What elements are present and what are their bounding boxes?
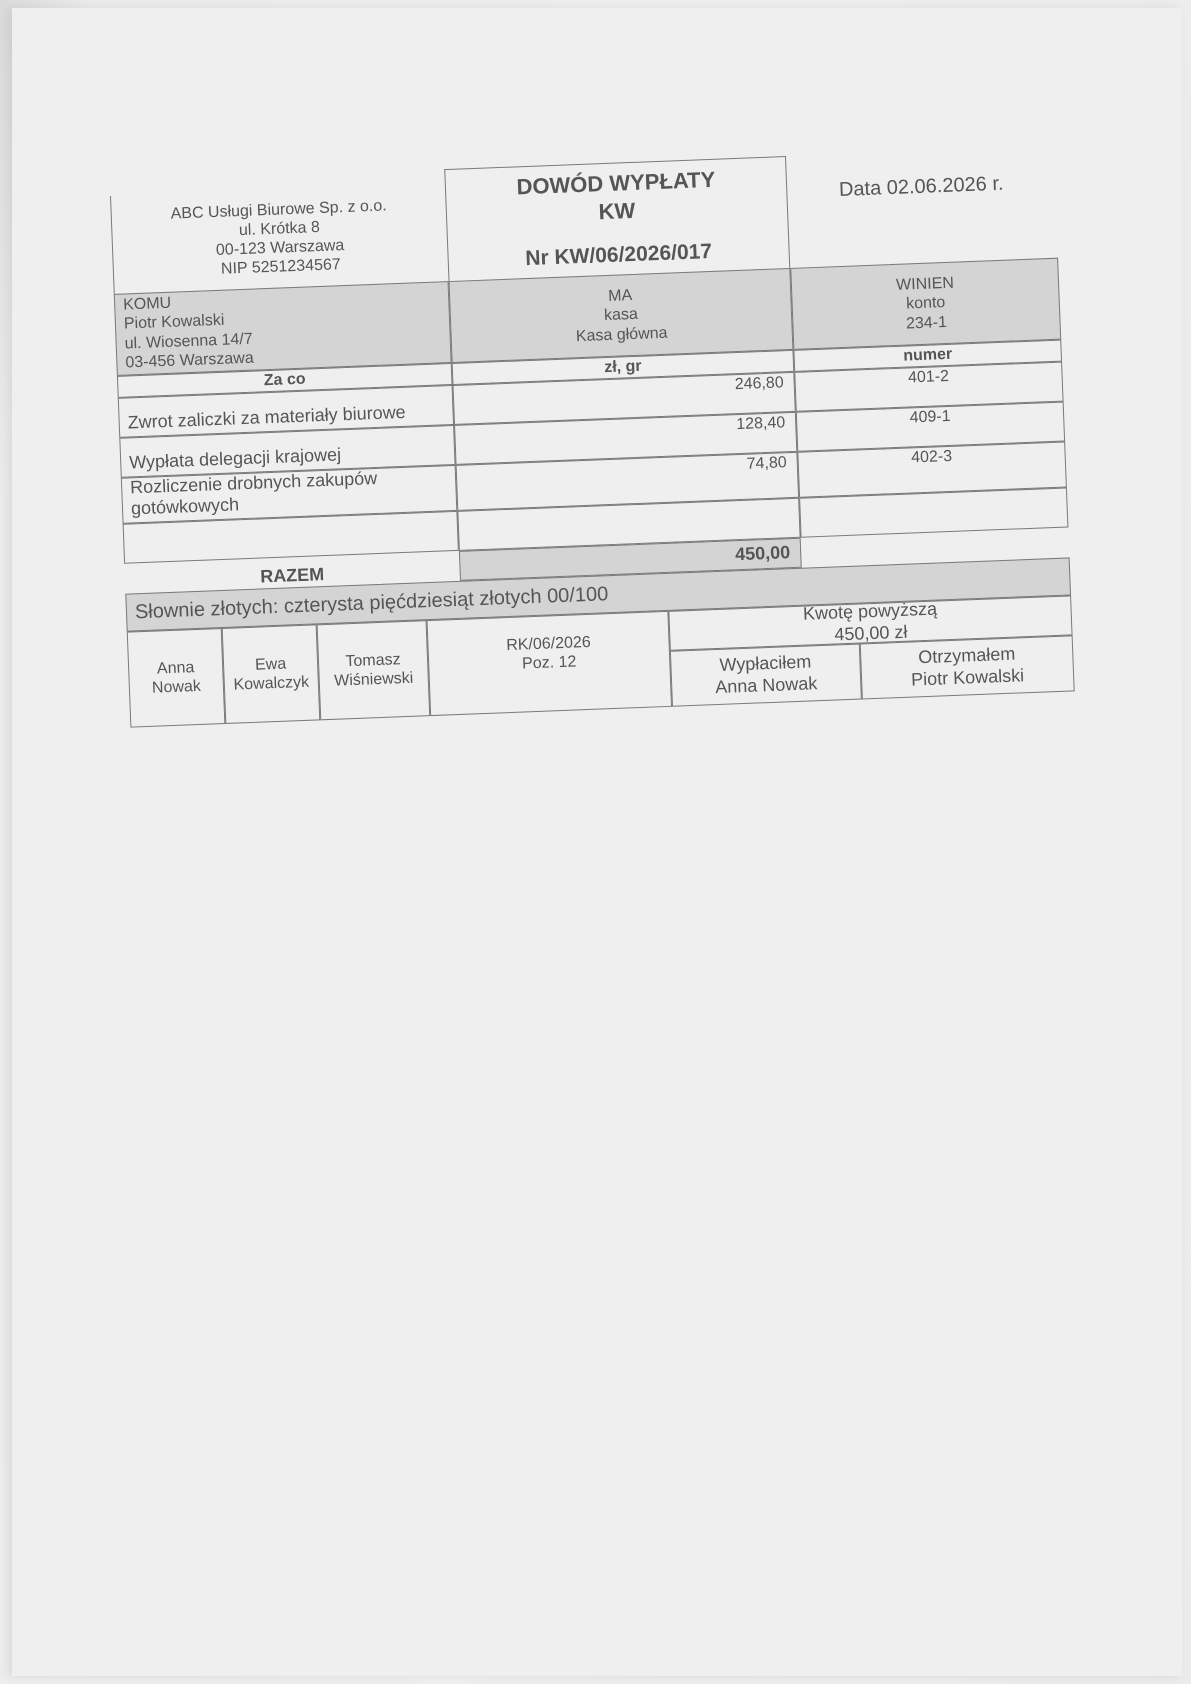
date-block xyxy=(787,160,1059,268)
line-item-account: 402-3 xyxy=(797,442,1067,498)
received-amount-value: 450,00 zł xyxy=(833,621,908,645)
line-item-description: Zwrot zaliczki za materiały biurowe xyxy=(118,385,454,438)
received-by-label: Otrzymałem xyxy=(917,644,1016,668)
recipient-city: 03-456 Warszawa xyxy=(125,349,255,372)
credit-block xyxy=(449,268,794,363)
paid-by-label: Wypłaciłem xyxy=(719,651,812,676)
recipient-street: ul. Wiosenna 14/7 xyxy=(124,330,253,353)
payment-voucher-form xyxy=(110,160,1076,766)
paid-by-block xyxy=(670,644,862,707)
amount-in-words: Słownie złotych: czterysta pięćdziesiąt złotych 00/100 xyxy=(125,557,1071,631)
total-amount: 450,00 xyxy=(459,538,802,581)
debit-block xyxy=(790,258,1061,350)
credit-account-name: Kasa główna xyxy=(575,324,668,345)
company-street: ul. Krótka 8 xyxy=(238,218,321,239)
column-header-account: numer xyxy=(793,340,1062,372)
signature-approved-first: Tomasz xyxy=(345,651,401,671)
line-item-amount: 74,80 xyxy=(456,452,800,511)
column-header-amount: zł, gr xyxy=(452,350,795,385)
debit-account: 234-1 xyxy=(905,313,948,333)
cash-report-ref xyxy=(427,611,673,716)
signature-prepared-first: Anna xyxy=(156,658,195,678)
document-type: KW xyxy=(598,197,636,225)
line-item-amount: 246,80 xyxy=(453,372,796,425)
company-name: ABC Usługi Biurowe Sp. z o.o. xyxy=(170,197,387,223)
document-date: Data 02.06.2026 r. xyxy=(838,172,1004,202)
line-item-amount: 128,40 xyxy=(454,412,797,465)
signature-prepared-last: Nowak xyxy=(151,677,202,697)
company-block xyxy=(110,183,449,294)
cash-report-number: RK/06/2026 xyxy=(505,633,592,655)
signature-checked xyxy=(222,624,321,724)
recipient-label: KOMU xyxy=(122,294,172,314)
signature-checked-first: Ewa xyxy=(254,655,287,674)
received-amount-label: Kwotę powyższą xyxy=(802,598,938,625)
paid-by-name: Anna Nowak xyxy=(714,673,818,698)
credit-account: kasa xyxy=(603,306,639,325)
signature-checked-last: Kowalczyk xyxy=(233,673,310,694)
debit-konto-label: konto xyxy=(905,294,946,313)
title-block xyxy=(444,156,790,281)
line-item-account: 401-2 xyxy=(794,362,1063,412)
cash-report-position: Poz. 12 xyxy=(521,653,577,673)
signature-prepared xyxy=(127,628,226,728)
column-header-purpose: Za co xyxy=(117,363,453,398)
recipient-block xyxy=(114,281,452,376)
line-item-description: Wypłata delegacji krajowej xyxy=(119,425,455,478)
received-by-name: Piotr Kowalski xyxy=(910,665,1025,690)
debit-label: WINIEN xyxy=(895,274,955,295)
company-nip: NIP 5251234567 xyxy=(220,256,342,278)
total-label: RAZEM xyxy=(259,564,325,587)
document-number: Nr KW/06/2026/017 xyxy=(524,240,713,271)
document-title: DOWÓD WYPŁATY xyxy=(516,167,716,200)
line-item-account: 409-1 xyxy=(796,402,1065,452)
signature-approved xyxy=(317,620,431,720)
recipient-name: Piotr Kowalski xyxy=(123,312,225,333)
line-item-description: Rozliczenie drobnych zakupów gotówkowych xyxy=(121,465,458,524)
signature-approved-last: Wiśniewski xyxy=(333,669,414,690)
paper-sheet xyxy=(12,8,1182,1676)
credit-label: MA xyxy=(607,287,633,306)
received-by-block xyxy=(860,635,1075,699)
company-city: 00-123 Warszawa xyxy=(215,237,345,259)
